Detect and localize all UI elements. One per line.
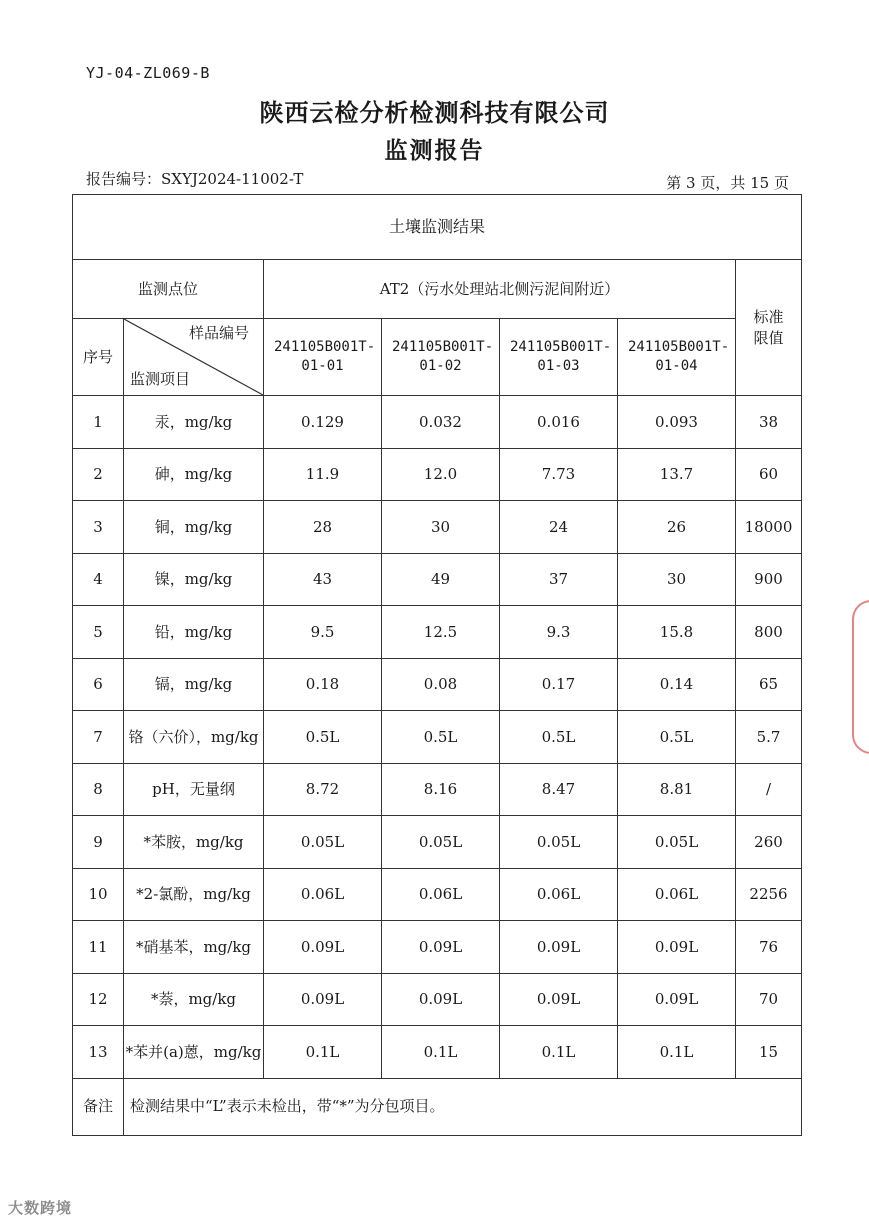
row-standard: 60 <box>736 448 802 501</box>
seq-header: 序号 <box>73 319 124 396</box>
row-value-1: 0.18 <box>264 658 382 711</box>
report-number: 报告编号：SXYJ2024-11002-T <box>86 170 304 188</box>
red-seal-stamp <box>852 600 869 754</box>
table-row <box>73 396 802 449</box>
table-row <box>73 448 802 501</box>
table-row <box>73 553 802 606</box>
row-value-3: 7.73 <box>500 448 618 501</box>
row-seq: 9 <box>73 816 124 869</box>
row-seq: 6 <box>73 658 124 711</box>
row-value-1: 0.09L <box>264 921 382 974</box>
row-value-4: 8.81 <box>618 763 736 816</box>
table-row <box>73 501 802 554</box>
note-label: 备注 <box>73 1078 124 1135</box>
row-item: *2-氯酚，mg/kg <box>124 868 264 921</box>
table-row <box>73 868 802 921</box>
point-value: AT2（污水处理站北侧污泥间附近） <box>264 260 736 319</box>
report-title: 监测报告 <box>384 138 485 164</box>
row-standard: / <box>736 763 802 816</box>
row-value-4: 0.06L <box>618 868 736 921</box>
row-item: 汞，mg/kg <box>124 396 264 449</box>
row-standard: 800 <box>736 606 802 659</box>
table-row <box>73 658 802 711</box>
row-value-3: 0.06L <box>500 868 618 921</box>
row-value-3: 9.3 <box>500 606 618 659</box>
row-value-4: 0.093 <box>618 396 736 449</box>
sample-id: 241105B001T-01-04 <box>618 319 736 396</box>
row-item: *苯胺，mg/kg <box>124 816 264 869</box>
row-standard: 38 <box>736 396 802 449</box>
row-value-1: 0.09L <box>264 973 382 1026</box>
row-value-1: 0.06L <box>264 868 382 921</box>
row-standard: 76 <box>736 921 802 974</box>
row-standard: 900 <box>736 553 802 606</box>
watermark: 大数跨境 <box>8 1199 73 1217</box>
row-item: 镍，mg/kg <box>124 553 264 606</box>
table-row <box>73 711 802 764</box>
row-value-1: 9.5 <box>264 606 382 659</box>
sample-no-label: 样品编号 <box>188 324 249 342</box>
row-value-3: 0.05L <box>500 816 618 869</box>
row-seq: 3 <box>73 501 124 554</box>
row-standard: 70 <box>736 973 802 1026</box>
row-value-2: 12.5 <box>382 606 500 659</box>
note-text: 检测结果中“L”表示未检出，带“*”为分包项目。 <box>124 1078 802 1135</box>
row-value-2: 30 <box>382 501 500 554</box>
row-value-4: 0.09L <box>618 973 736 1026</box>
row-item: 镉，mg/kg <box>124 658 264 711</box>
row-item: *苯并(a)蒽，mg/kg <box>124 1026 264 1079</box>
standard-header: 标准限值 <box>736 260 802 396</box>
company-name: 陕西云检分析检测科技有限公司 <box>259 99 610 127</box>
table-row <box>73 816 802 869</box>
row-value-3: 0.016 <box>500 396 618 449</box>
row-standard: 15 <box>736 1026 802 1079</box>
row-value-3: 24 <box>500 501 618 554</box>
row-value-2: 0.08 <box>382 658 500 711</box>
row-value-3: 8.47 <box>500 763 618 816</box>
table-row <box>73 921 802 974</box>
row-value-1: 11.9 <box>264 448 382 501</box>
row-value-4: 0.1L <box>618 1026 736 1079</box>
row-seq: 11 <box>73 921 124 974</box>
row-value-2: 12.0 <box>382 448 500 501</box>
row-value-4: 15.8 <box>618 606 736 659</box>
row-value-2: 0.06L <box>382 868 500 921</box>
row-item: 铅，mg/kg <box>124 606 264 659</box>
table-row <box>73 1026 802 1079</box>
row-seq: 4 <box>73 553 124 606</box>
row-standard: 18000 <box>736 501 802 554</box>
row-seq: 10 <box>73 868 124 921</box>
row-standard: 65 <box>736 658 802 711</box>
row-value-1: 8.72 <box>264 763 382 816</box>
row-value-2: 0.032 <box>382 396 500 449</box>
row-value-3: 0.09L <box>500 973 618 1026</box>
row-item: 砷，mg/kg <box>124 448 264 501</box>
row-value-2: 0.1L <box>382 1026 500 1079</box>
row-value-4: 26 <box>618 501 736 554</box>
row-standard: 260 <box>736 816 802 869</box>
row-seq: 5 <box>73 606 124 659</box>
table-row <box>73 973 802 1026</box>
page-info: 第 3 页，共 15 页 <box>666 174 789 192</box>
row-seq: 8 <box>73 763 124 816</box>
row-value-1: 43 <box>264 553 382 606</box>
row-seq: 12 <box>73 973 124 1026</box>
row-value-3: 0.17 <box>500 658 618 711</box>
row-value-4: 0.14 <box>618 658 736 711</box>
row-seq: 2 <box>73 448 124 501</box>
row-value-1: 28 <box>264 501 382 554</box>
row-item: 铜，mg/kg <box>124 501 264 554</box>
table-row <box>73 606 802 659</box>
row-value-4: 0.05L <box>618 816 736 869</box>
row-value-3: 37 <box>500 553 618 606</box>
row-standard: 5.7 <box>736 711 802 764</box>
soil-results-table <box>72 194 802 1136</box>
row-value-3: 0.1L <box>500 1026 618 1079</box>
row-value-4: 0.5L <box>618 711 736 764</box>
item-label: 监测项目 <box>130 369 191 388</box>
row-value-3: 0.5L <box>500 711 618 764</box>
table-row <box>73 763 802 816</box>
row-item: *萘，mg/kg <box>124 973 264 1026</box>
row-value-2: 0.5L <box>382 711 500 764</box>
row-value-1: 0.1L <box>264 1026 382 1079</box>
row-value-2: 0.09L <box>382 921 500 974</box>
row-seq: 1 <box>73 396 124 449</box>
row-value-4: 13.7 <box>618 448 736 501</box>
sample-id: 241105B001T-01-03 <box>500 319 618 396</box>
point-label: 监测点位 <box>73 260 264 319</box>
row-item: 铬（六价），mg/kg <box>124 711 264 764</box>
row-value-1: 0.05L <box>264 816 382 869</box>
row-seq: 7 <box>73 711 124 764</box>
row-item: pH，无量纲 <box>124 763 264 816</box>
row-value-2: 0.05L <box>382 816 500 869</box>
row-value-3: 0.09L <box>500 921 618 974</box>
row-value-2: 49 <box>382 553 500 606</box>
row-seq: 13 <box>73 1026 124 1079</box>
sample-id: 241105B001T-01-02 <box>382 319 500 396</box>
row-value-2: 8.16 <box>382 763 500 816</box>
document-code: YJ-04-ZL069-B <box>86 64 210 82</box>
row-item: *硝基苯，mg/kg <box>124 921 264 974</box>
row-value-1: 0.5L <box>264 711 382 764</box>
row-value-4: 30 <box>618 553 736 606</box>
table-title: 土壤监测结果 <box>73 195 802 260</box>
row-value-2: 0.09L <box>382 973 500 1026</box>
data-rows <box>73 396 802 1079</box>
row-value-1: 0.129 <box>264 396 382 449</box>
sample-id: 241105B001T-01-01 <box>264 319 382 396</box>
row-value-4: 0.09L <box>618 921 736 974</box>
row-standard: 2256 <box>736 868 802 921</box>
diagonal-header-cell <box>124 319 264 396</box>
